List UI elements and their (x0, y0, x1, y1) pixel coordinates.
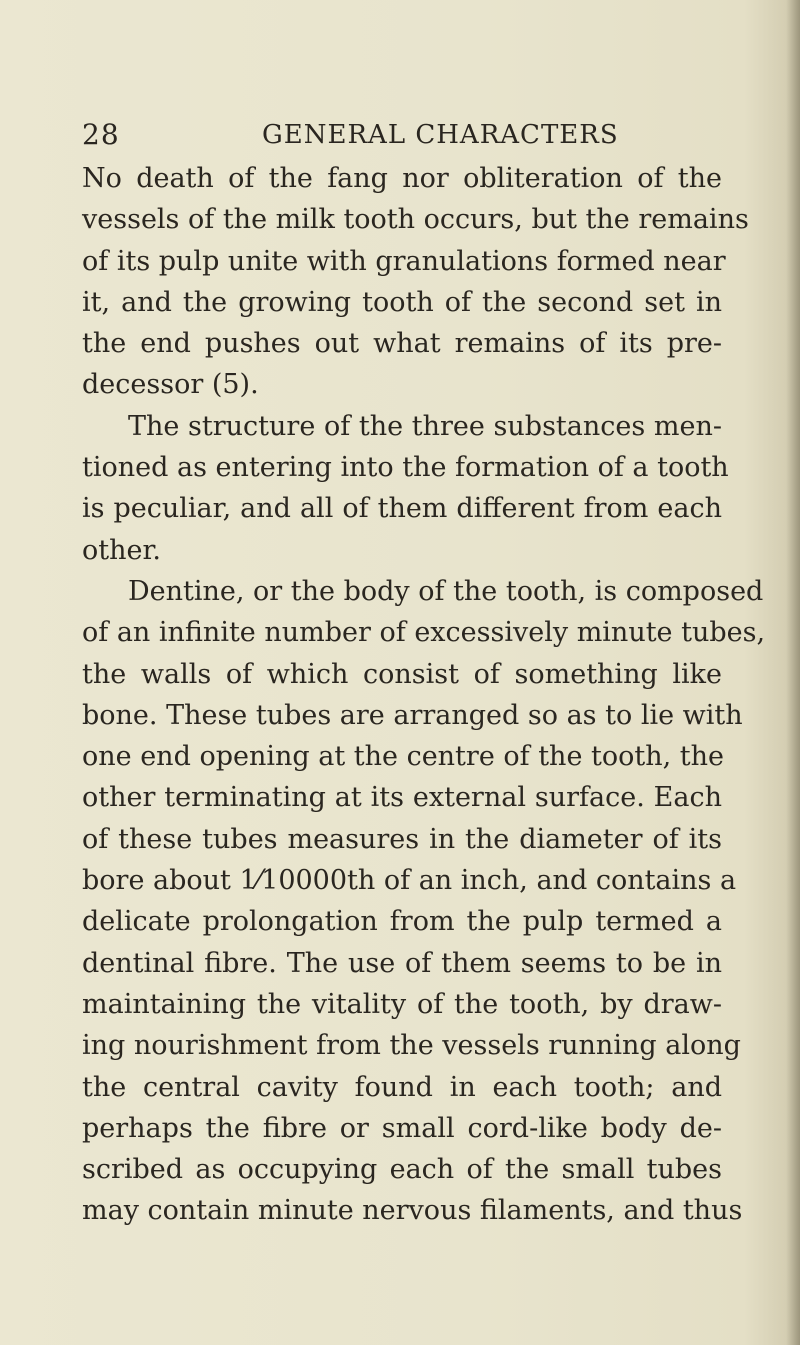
text-line: is peculiar, and all of them different from each (82, 493, 722, 525)
text-line: of its pulp unite with granulations formed near (82, 245, 726, 277)
text-line: dentinal fibre. The use of them seems to be in (82, 947, 722, 979)
text-line: it, and the growing tooth of the second set in (82, 286, 722, 318)
text-line: ing nourishment from the vessels running along (82, 1030, 741, 1062)
text-line: perhaps the fibre or small cord-like body de- (82, 1112, 722, 1144)
text-line: of an infinite number of excessively minute tubes, (82, 617, 766, 649)
page-number: 28 (82, 118, 120, 151)
text-line: No death of the fang nor obliteration of the (82, 163, 722, 194)
text-line: Dentine, or the body of the tooth, is composed (128, 575, 764, 607)
running-head-title: GENERAL CHARACTERS (262, 120, 619, 150)
text-line: decessor (5). (82, 369, 259, 401)
text-line: The structure of the three substances men- (128, 410, 722, 442)
text-line: other. (82, 534, 161, 566)
text-line: maintaining the vitality of the tooth, by draw- (82, 988, 722, 1020)
page-edge-shadow (786, 0, 800, 1345)
text-line: may contain minute nervous filaments, and thus (82, 1195, 743, 1227)
text-line: of these tubes measures in the diameter of its (82, 823, 722, 855)
text-line: bore about 1⁄10000th of an inch, and contains a (82, 865, 737, 897)
body-text (82, 158, 766, 1232)
text-line: vessels of the milk tooth occurs, but the remains (82, 204, 749, 236)
text-line: one end opening at the centre of the tooth, the (82, 741, 724, 773)
running-head (82, 118, 722, 154)
text-line: delicate prolongation from the pulp termed a (82, 906, 722, 938)
text-line: other terminating at its external surface. Each (82, 782, 722, 814)
text-line: the central cavity found in each tooth; and (82, 1071, 722, 1103)
text-line: the end pushes out what remains of its pre- (82, 328, 722, 360)
text-line: bone. These tubes are arranged so as to lie with (82, 699, 743, 731)
text-line: the walls of which consist of something like (82, 658, 722, 690)
text-line: tioned as entering into the formation of a tooth (82, 452, 729, 484)
text-line: scribed as occupying each of the small tubes (82, 1154, 722, 1186)
